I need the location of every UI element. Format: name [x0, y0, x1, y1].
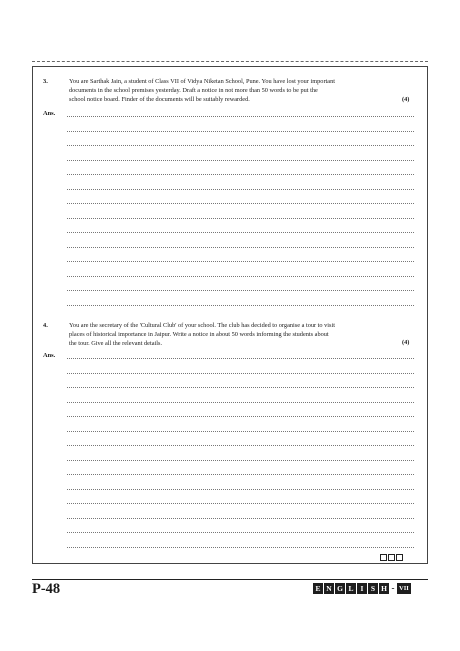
- subject-letter: N: [324, 583, 334, 594]
- question-4-marks: (4): [402, 339, 410, 346]
- question-3-line-1: You are Sarthak Jain, a student of Class VII of Vidya Niketan School, Pune. You have lost your important: [69, 78, 335, 85]
- answer-line[interactable]: [67, 145, 414, 146]
- answer-line[interactable]: [67, 290, 414, 291]
- grade-label: VII: [399, 585, 409, 592]
- answer-line[interactable]: [67, 218, 414, 219]
- answer-line[interactable]: [67, 431, 414, 432]
- end-square-icon: [396, 554, 403, 561]
- answer-line[interactable]: [67, 203, 414, 204]
- subject-separator: -: [391, 583, 395, 593]
- answer-line[interactable]: [67, 261, 414, 262]
- question-3-line-2: documents in the school premises yesterday. Draft a notice in not more than 50 words to be put the: [69, 87, 318, 95]
- question-4-number: 4.: [43, 322, 48, 329]
- answer-line[interactable]: [67, 416, 414, 417]
- answer-line[interactable]: [67, 373, 414, 374]
- answer-line[interactable]: [67, 174, 414, 175]
- answer-line[interactable]: [67, 445, 414, 446]
- answer-line[interactable]: [67, 547, 414, 548]
- page-number: P-48: [32, 581, 61, 597]
- question-3-text: [69, 77, 414, 105]
- answer-line[interactable]: [67, 358, 414, 359]
- question-4-line-2: places of historical importance in Jaipur. Write a notice in about 50 words informing the students about: [69, 331, 329, 339]
- answer-line[interactable]: [67, 518, 414, 519]
- question-4-text: [69, 321, 414, 349]
- subject-letter: S: [368, 583, 378, 594]
- answer-line[interactable]: [67, 402, 414, 403]
- question-4-answer-label: Ans.: [43, 352, 56, 359]
- answer-line[interactable]: [67, 160, 414, 161]
- end-square-icon: [380, 554, 387, 561]
- question-4-line-3: the tour. Give all the relevant details.: [69, 340, 163, 348]
- answer-line[interactable]: [67, 489, 414, 490]
- subject-label: [313, 583, 411, 594]
- answer-line[interactable]: [67, 189, 414, 190]
- question-3-answer-label: Ans.: [43, 110, 56, 117]
- answer-line[interactable]: [67, 305, 414, 306]
- answer-line[interactable]: [67, 503, 414, 504]
- question-3-marks: (4): [402, 96, 410, 103]
- subject-letter: E: [313, 583, 323, 594]
- subject-letter: L: [346, 583, 356, 594]
- answer-line[interactable]: [67, 474, 414, 475]
- answer-line[interactable]: [67, 276, 414, 277]
- answer-line[interactable]: [67, 387, 414, 388]
- end-square-icon: [388, 554, 395, 561]
- top-dashed-rule: [32, 61, 428, 62]
- answer-line[interactable]: [67, 532, 414, 533]
- end-marker-squares: [380, 554, 403, 561]
- subject-letter: G: [335, 583, 345, 594]
- question-3-number: 3.: [43, 78, 48, 85]
- subject-letter: H: [379, 583, 389, 594]
- answer-line[interactable]: [67, 460, 414, 461]
- subject-letter: I: [357, 583, 367, 594]
- answer-line[interactable]: [67, 131, 414, 132]
- question-3-line-3: school notice board. Finder of the documents will be suitably rewarded.: [69, 96, 250, 104]
- question-4-line-1: You are the secretary of the 'Cultural Club' of your school. The club has decided to organise a tour to visit: [69, 322, 335, 329]
- answer-line[interactable]: [67, 247, 414, 248]
- answer-line[interactable]: [67, 116, 414, 117]
- footer-rule: [32, 579, 428, 580]
- answer-line[interactable]: [67, 232, 414, 233]
